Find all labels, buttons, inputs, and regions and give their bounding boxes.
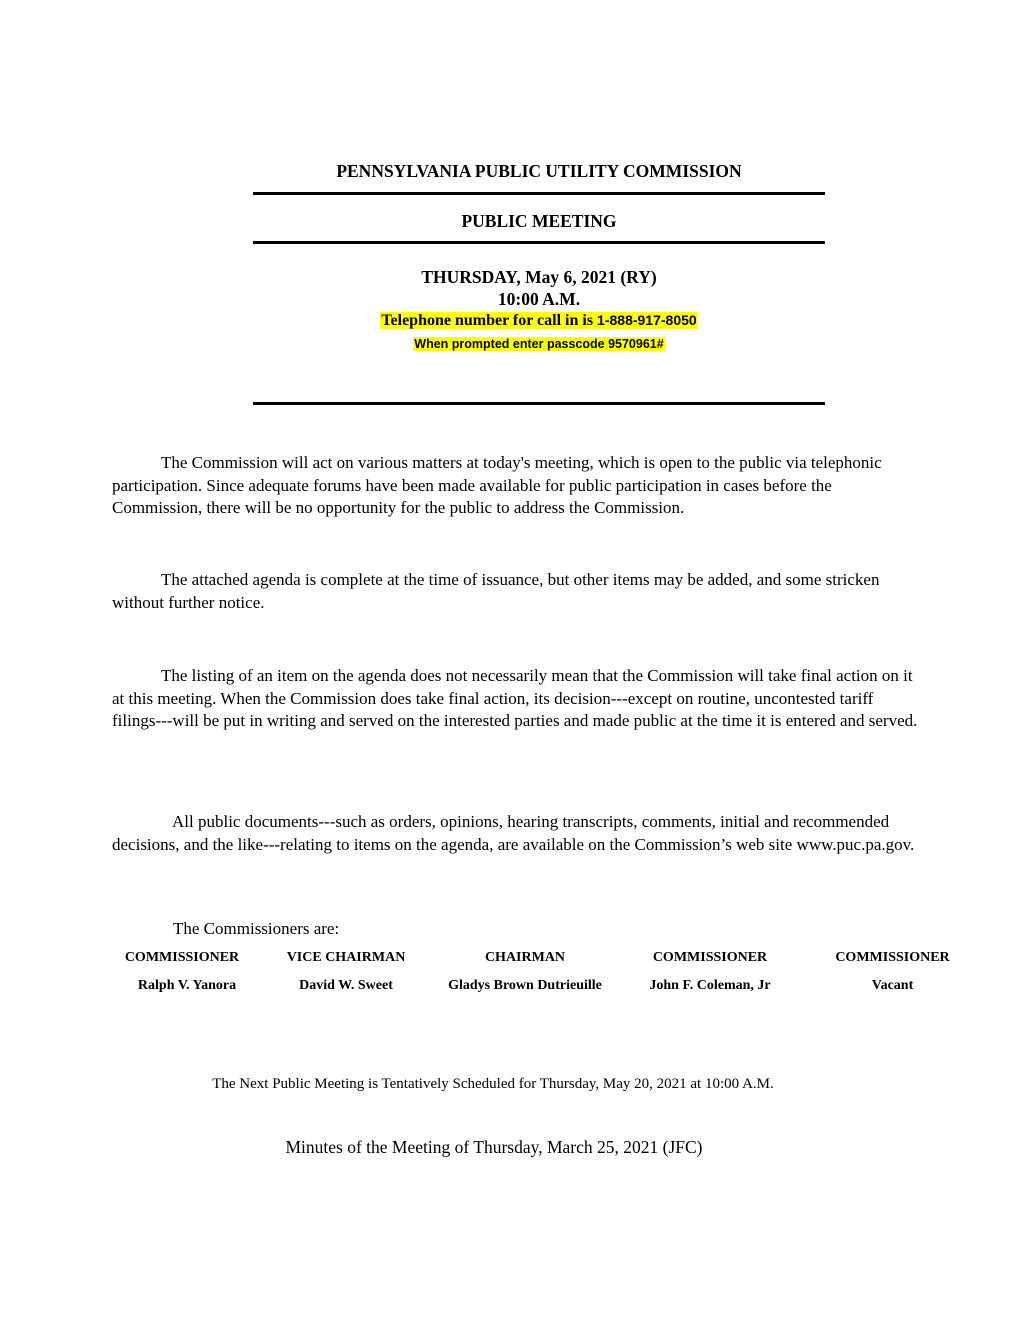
commissioner-name-2: David W. Sweet xyxy=(299,978,393,993)
passcode-line xyxy=(254,336,824,352)
header-rule-1 xyxy=(253,192,825,195)
commissioner-name-1: Ralph V. Yanora xyxy=(137,978,237,993)
call-in-label: Telephone number for call in is xyxy=(381,312,598,329)
commissioner-title-1: COMMISSIONER xyxy=(124,950,240,965)
header-rule-3 xyxy=(253,402,825,405)
paragraph-public-documents: All public documents---such as orders, opinions, hearing transcripts, comments, initial and recommended decisions, and the like---relating to items on the agenda, are available on the Commission’s web site www.puc.pa.gov. xyxy=(112,812,915,854)
paragraph-final-action: The listing of an item on the agenda does not necessarily mean that the Commission will take final action on it at this meeting. When the Commission does take final action, its decision---except on routine, uncontested tariff filings---will be put in writing and served on the interested parties and made public at the time it is entered and served. xyxy=(112,666,918,730)
commissioner-title-2: VICE CHAIRMAN xyxy=(286,950,406,965)
commissioner-title-4: COMMISSIONER xyxy=(652,950,768,965)
organization-title: PENNSYLVANIA PUBLIC UTILITY COMMISSION xyxy=(336,161,742,181)
call-in-phone-number: 1-888-917-8050 xyxy=(597,312,697,328)
commissioner-name-5: Vacant xyxy=(871,978,914,993)
call-in-line xyxy=(254,311,824,330)
commissioner-name-3: Gladys Brown Dutrieuille xyxy=(448,978,602,993)
minutes-line: Minutes of the Meeting of Thursday, March 25, 2021 (JFC) xyxy=(285,1137,703,1157)
paragraph-meeting-info: The Commission will act on various matters at today's meeting, which is open to the public via telephonic participation. Since adequate forums have been made available for public participation in cases before the Commission, there will be no opportunity for the public to address the Commission. xyxy=(112,453,882,517)
commissioner-name-4: John F. Coleman, Jr xyxy=(649,978,771,993)
next-meeting-notice: The Next Public Meeting is Tentatively Scheduled for Thursday, May 20, 2021 at 10:00 A.M. xyxy=(212,1076,774,1092)
passcode-text: When prompted enter passcode 9570961# xyxy=(414,337,664,351)
meeting-time: 10:00 A.M. xyxy=(497,289,581,309)
commissioner-title-3: CHAIRMAN xyxy=(484,950,566,965)
commissioners-intro: The Commissioners are: xyxy=(173,919,340,938)
paragraph-agenda-notice: The attached agenda is complete at the time of issuance, but other items may be added, and some stricken without further notice. xyxy=(112,570,880,612)
commissioner-title-5: COMMISSIONER xyxy=(835,950,950,965)
header-rule-2 xyxy=(253,241,825,244)
meeting-date: THURSDAY, May 6, 2021 (RY) xyxy=(421,267,657,287)
meeting-type-title: PUBLIC MEETING xyxy=(461,211,617,231)
